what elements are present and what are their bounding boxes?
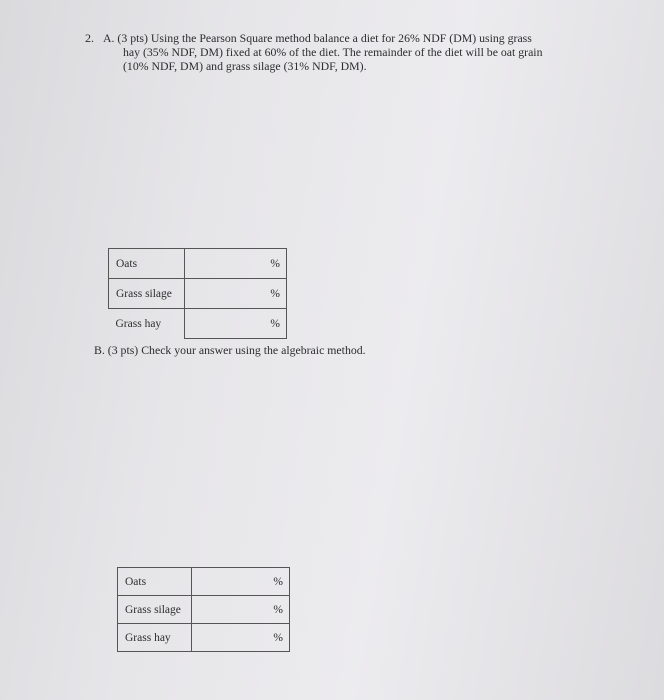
algebraic-answer-table	[117, 567, 290, 652]
answer-cell-grass-hay[interactable]: %	[192, 624, 290, 652]
row-label-grass-silage: Grass silage	[118, 596, 192, 624]
table-row	[118, 624, 290, 652]
row-label-grass-hay: Grass hay	[118, 624, 192, 652]
question-line: A. (3 pts) Using the Pearson Square method balance a diet for 26% NDF (DM) using grass	[103, 31, 532, 45]
table-row	[109, 279, 287, 309]
answer-cell-grass-silage[interactable]: %	[192, 596, 290, 624]
answer-cell-oats[interactable]: %	[192, 568, 290, 596]
table-row	[109, 249, 287, 279]
question-line: (10% NDF, DM) and grass silage (31% NDF, DM).	[123, 59, 367, 73]
answer-cell-oats[interactable]: %	[185, 249, 287, 279]
table-row	[118, 568, 290, 596]
question-number: 2.	[85, 31, 94, 45]
row-label-grass-silage: Grass silage	[109, 279, 185, 309]
table-row	[109, 309, 287, 339]
row-label-oats: Oats	[109, 249, 185, 279]
question-line: hay (35% NDF, DM) fixed at 60% of the diet. The remainder of the diet will be oat grain	[123, 45, 543, 59]
answer-cell-grass-silage[interactable]: %	[185, 279, 287, 309]
part-b-text: B. (3 pts) Check your answer using the algebraic method.	[94, 343, 366, 357]
answer-cell-grass-hay[interactable]: %	[185, 309, 287, 339]
table-row	[118, 596, 290, 624]
pearson-answer-table	[108, 248, 287, 339]
row-label-oats: Oats	[118, 568, 192, 596]
row-label-grass-hay: Grass hay	[115, 317, 162, 330]
question-text	[103, 31, 573, 73]
